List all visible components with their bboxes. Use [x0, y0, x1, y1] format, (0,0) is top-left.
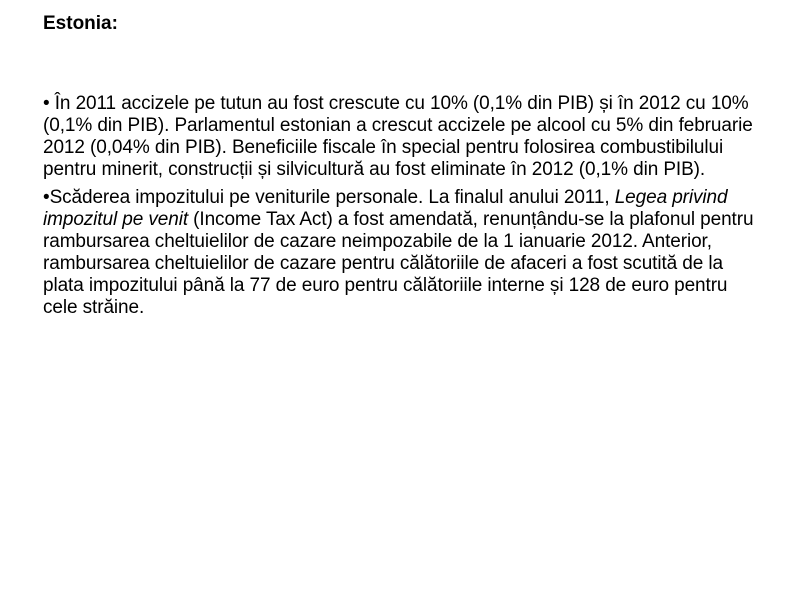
paragraph-1-text: În 2011 accizele pe tutun au fost crescute cu 10% (0,1% din PIB) și în 2012 cu 10% (0,1% din PIB). Parlamentul estonian a crescut accizele pe alcool cu 5% din februarie 2012 (0,04% din PIB). Beneficiile fiscale în special pentru folosirea combustibilului pentru minerit, construcții și silvicultură au fost eliminate în 2012 (0,1% din PIB).: [43, 93, 753, 180]
law-name-italic: Legea privind impozitul pe venit: [43, 187, 728, 230]
paragraph-2-tail: (Income Tax Act) a fost amendată, renunțându-se la plafonul pentru rambursarea cheltuielilor de cazare neimpozabile de la 1 ianuarie 2012. Anterior, rambursarea cheltuielilor de cazare pentru călătoriile de afaceri a fost scutită de la plata impozitului până la 77 de euro pentru călătoriile interne și 128 de euro pentru cele străine.: [43, 209, 754, 318]
bullet-marker: •: [43, 187, 50, 208]
bullet-paragraph-1: [43, 93, 763, 181]
slide-title: Estonia:: [43, 13, 118, 34]
paragraph-2-lead: Scăderea impozitului pe veniturile personale. La finalul anului 2011,: [49, 187, 615, 208]
slide-body: [43, 93, 763, 325]
bullet-marker: •: [43, 93, 50, 114]
bullet-paragraph-2: [43, 187, 763, 319]
